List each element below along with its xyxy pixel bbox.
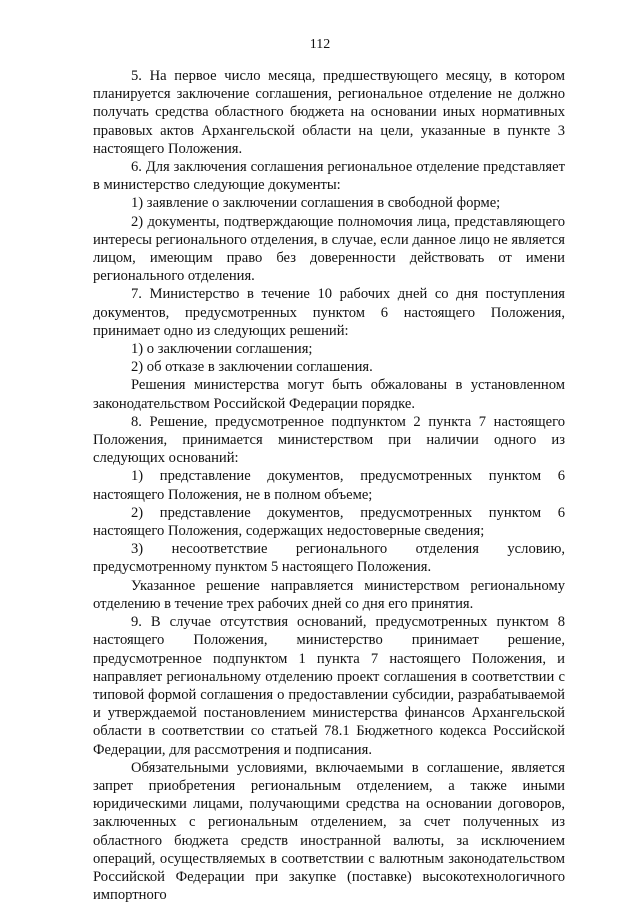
paragraph-6: 6. Для заключения соглашения региональное отделение представляет в министерство следующие документы: <box>93 159 565 194</box>
paragraph-appeal: Решения министерства могут быть обжалованы в установленном законодательством Российской Федерации порядке. <box>93 377 565 412</box>
paragraph-mandatory-conditions: Обязательными условиями, включаемыми в соглашение, является запрет приобретения региональным отделением, а также иными юридическими лицами, получающими средства на основании договоров, заключенных с региональным отделением, за счет полученных из областного бюджета средств иностранной валюты, за исключением операций, осуществляемых в соответствии с валютным законодательством Российской Федерации при закупке (поставке) высокотехнологичного импортного <box>93 759 565 904</box>
list-item-8-2: 2) представление документов, предусмотренных пунктом 6 настоящего Положения, содержащих недостоверные сведения; <box>93 504 565 540</box>
list-item-7-2: 2) об отказе в заключении соглашения. <box>131 359 373 376</box>
list-item-7-1: 1) о заключении соглашения; <box>131 341 313 358</box>
paragraph-7: 7. Министерство в течение 10 рабочих дней со дня поступления документов, предусмотренных пунктом 6 настоящего Положения, принимает одно из следующих решений: <box>93 286 565 339</box>
paragraph-9: 9. В случае отсутствия оснований, предусмотренных пунктом 8 настоящего Положения, министерство принимает решение, предусмотренное подпунктом 1 пункта 7 настоящего Положения, и направляет региональному отделению проект соглашения в соответствии с типовой формой соглашения о предоставлении субсидии, разрабатываемой и утверждаемой постановлением министерства финансов Архангельской области в соответствии со статьей 78.1 Бюджетного кодекса Российской Федерации, для рассмотрения и подписания. <box>93 614 565 758</box>
list-item-8-3: 3) несоответствие регионального отделения условию, предусмотренному пунктом 5 настоящего Положения. <box>93 541 565 576</box>
page-number: 112 <box>309 37 331 52</box>
document-body <box>93 67 565 904</box>
paragraph-8: 8. Решение, предусмотренное подпунктом 2 пункта 7 настоящего Положения, принимается министерством при наличии одного из следующих оснований: <box>93 413 565 467</box>
paragraph-decision-notice: Указанное решение направляется министерством региональному отделению в течение трех рабочих дней со дня его принятия. <box>93 577 565 612</box>
paragraph-5: 5. На первое число месяца, предшествующего месяцу, в котором планируется заключение соглашения, региональное отделение не должно получать средства областного бюджета на основании иных нормативных правовых актов Архангельской области на цели, указанные в пункте 3 настоящего Положения. <box>93 68 565 157</box>
list-item-8-1: 1) представление документов, предусмотренных пунктом 6 настоящего Положения, не в полном объеме; <box>93 468 565 503</box>
list-item-6-2: 2) документы, подтверждающие полномочия лица, представляющего интересы регионального отделения, в случае, если данное лицо не является лицом, имеющим право без доверенности действовать от имени регионального отделения. <box>93 213 565 285</box>
list-item-6-1: 1) заявление о заключении соглашения в свободной форме; <box>131 195 501 212</box>
